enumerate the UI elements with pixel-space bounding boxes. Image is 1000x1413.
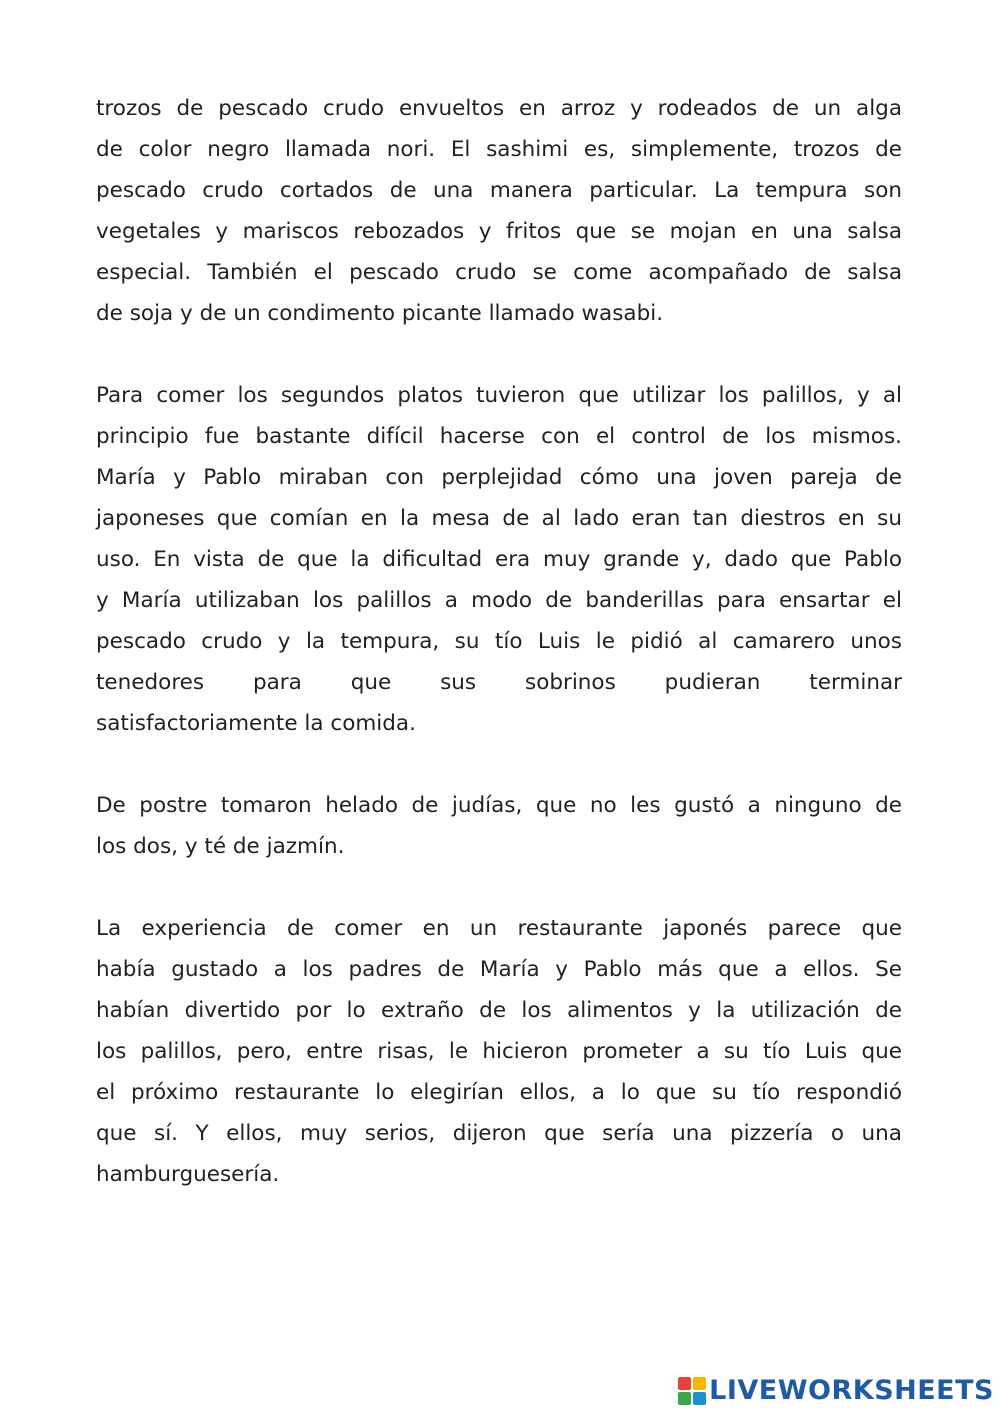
paragraph-4	[96, 908, 902, 1195]
text-line: trozos de pescado crudo envueltos en arroz y rodeados de un alga	[96, 96, 902, 121]
paragraph-1	[96, 88, 902, 334]
text-line: pescado crudo cortados de una manera particular. La tempura son	[96, 178, 902, 203]
logo-square-green	[678, 1392, 691, 1405]
text-line: los palillos, pero, entre risas, le hicieron prometer a su tío Luis que	[96, 1039, 902, 1064]
text-line: De postre tomaron helado de judías, que no les gustó a ninguno de	[96, 793, 902, 818]
text-line: habían divertido por lo extraño de los alimentos y la utilización de	[96, 998, 902, 1023]
text-line: principio fue bastante difícil hacerse con el control de los mismos.	[96, 424, 902, 449]
text-line: satisfactoriamente la comida.	[96, 711, 416, 736]
text-line: el próximo restaurante lo elegirían ellos, a lo que su tío respondió	[96, 1080, 902, 1105]
text-line: había gustado a los padres de María y Pablo más que a ellos. Se	[96, 957, 902, 982]
text-line: pescado crudo y la tempura, su tío Luis le pidió al camarero unos	[96, 629, 902, 654]
text-line: hamburguesería.	[96, 1162, 280, 1187]
text-line: tenedores para que sus sobrinos pudieran terminar	[96, 670, 902, 695]
logo-square-yellow	[693, 1377, 706, 1390]
paragraph-2	[96, 375, 902, 744]
text-line: de soja y de un condimento picante llamado wasabi.	[96, 301, 664, 326]
story-text	[96, 88, 902, 1195]
text-line: Para comer los segundos platos tuvieron que utilizar los palillos, y al	[96, 383, 902, 408]
text-line: especial. También el pescado crudo se come acompañado de salsa	[96, 260, 902, 285]
logo-square-blue	[693, 1392, 706, 1405]
text-line: vegetales y mariscos rebozados y fritos que se mojan en una salsa	[96, 219, 902, 244]
text-line: japoneses que comían en la mesa de al lado eran tan diestros en su	[96, 506, 902, 531]
text-line: uso. En vista de que la dificultad era muy grande y, dado que Pablo	[96, 547, 902, 572]
text-line: los dos, y té de jazmín.	[96, 834, 345, 859]
text-line: que sí. Y ellos, muy serios, dijeron que sería una pizzería o una	[96, 1121, 902, 1146]
text-line: y María utilizaban los palillos a modo de banderillas para ensartar el	[96, 588, 902, 613]
text-line: La experiencia de comer en un restaurante japonés parece que	[96, 916, 902, 941]
text-line: María y Pablo miraban con perplejidad cómo una joven pareja de	[96, 465, 902, 490]
paragraph-3	[96, 785, 902, 867]
logo-text: LIVEWORKSHEETS	[709, 1375, 994, 1406]
logo-square-red	[678, 1377, 691, 1390]
text-line: de color negro llamada nori. El sashimi es, simplemente, trozos de	[96, 137, 902, 162]
liveworksheets-logo-icon	[678, 1377, 706, 1405]
liveworksheets-logo	[678, 1373, 994, 1409]
